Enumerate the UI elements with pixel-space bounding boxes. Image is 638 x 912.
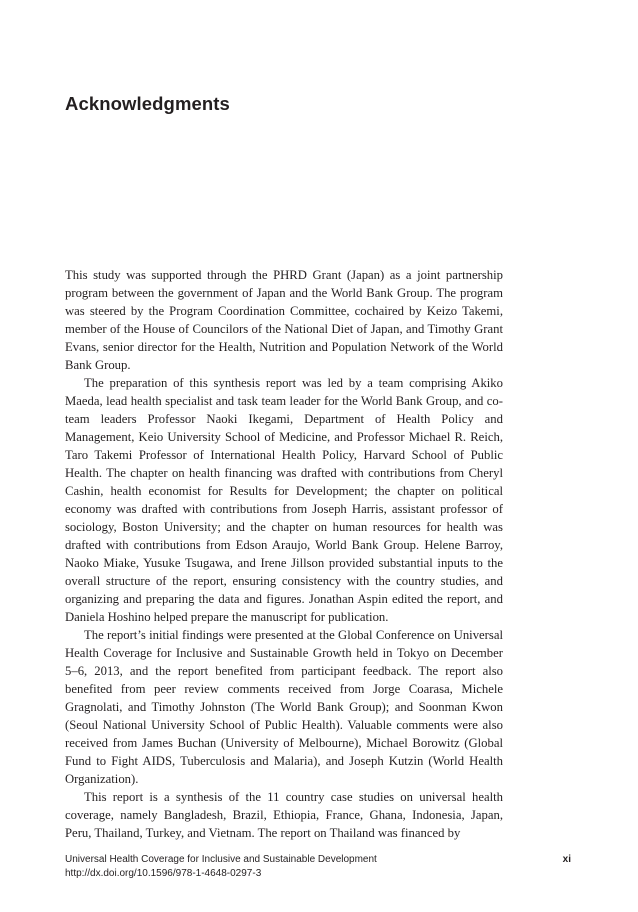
page-number: xi bbox=[562, 854, 571, 865]
body-text bbox=[65, 266, 503, 842]
paragraph-4: This report is a synthesis of the 11 country case studies on universal health coverage, namely Bangladesh, Brazil, Ethiopia, France, Ghana, Indonesia, Japan, Peru, Thailand, Turkey, and Vietnam. The report on Thailand was financed by bbox=[65, 790, 503, 840]
page-footer bbox=[65, 853, 571, 881]
footer-book-title: Universal Health Coverage for Inclusive and Sustainable Development bbox=[65, 854, 377, 865]
paragraph-3: The report’s initial findings were presented at the Global Conference on Universal Health Coverage for Inclusive and Sustainable Growth held in Tokyo on December 5–6, 2013, and the report benefited from participant feedback. The report also benefited from peer review comments received from Jorge Coarasa, Michele Gragnolati, and Timothy Johnston (The World Bank Group); and Soonman Kwon (Seoul National University School of Public Health). Valuable comments were also received from James Buchan (University of Melbourne), Michael Borowitz (Global Fund to Fight AIDS, Tuberculosis and Malaria), and Joseph Kutzin (World Health Organization). bbox=[65, 628, 503, 786]
footer-doi-link[interactable]: http://dx.doi.org/10.1596/978-1-4648-0297-3 bbox=[65, 868, 262, 879]
page-heading: Acknowledgments bbox=[65, 93, 230, 114]
paragraph-1: This study was supported through the PHRD Grant (Japan) as a joint partnership program between the government of Japan and the World Bank Group. The program was steered by the Program Coordination Committee, cochaired by Keizo Takemi, member of the House of Councilors of the National Diet of Japan, and Timothy Grant Evans, senior director for the Health, Nutrition and Population Network of the World Bank Group. bbox=[65, 268, 503, 372]
paragraph-2: The preparation of this synthesis report was led by a team comprising Akiko Maeda, lead health specialist and task team leader for the World Bank Group, and co-team leaders Professor Naoki Ikegami, Department of Health Policy and Management, Keio University School of Medicine, and Professor Michael R. Reich, Taro Takemi Professor of International Health Policy, Harvard School of Public Health. The chapter on health financing was drafted with contributions from Cheryl Cashin, health economist for Results for Development; the chapter on political economy was drafted with contributions from Joseph Harris, assistant professor of sociology, Boston University; and the chapter on human resources for health was drafted with contributions from Edson Araujo, World Bank Group. Helene Barroy, Naoko Miake, Yusuke Tsugawa, and Irene Jillson provided substantial inputs to the overall structure of the report, ensuring consistency with the country studies, and organizing and preparing the data and figures. Jonathan Aspin edited the report, and Daniela Hoshino helped prepare the manuscript for publication. bbox=[65, 376, 503, 624]
